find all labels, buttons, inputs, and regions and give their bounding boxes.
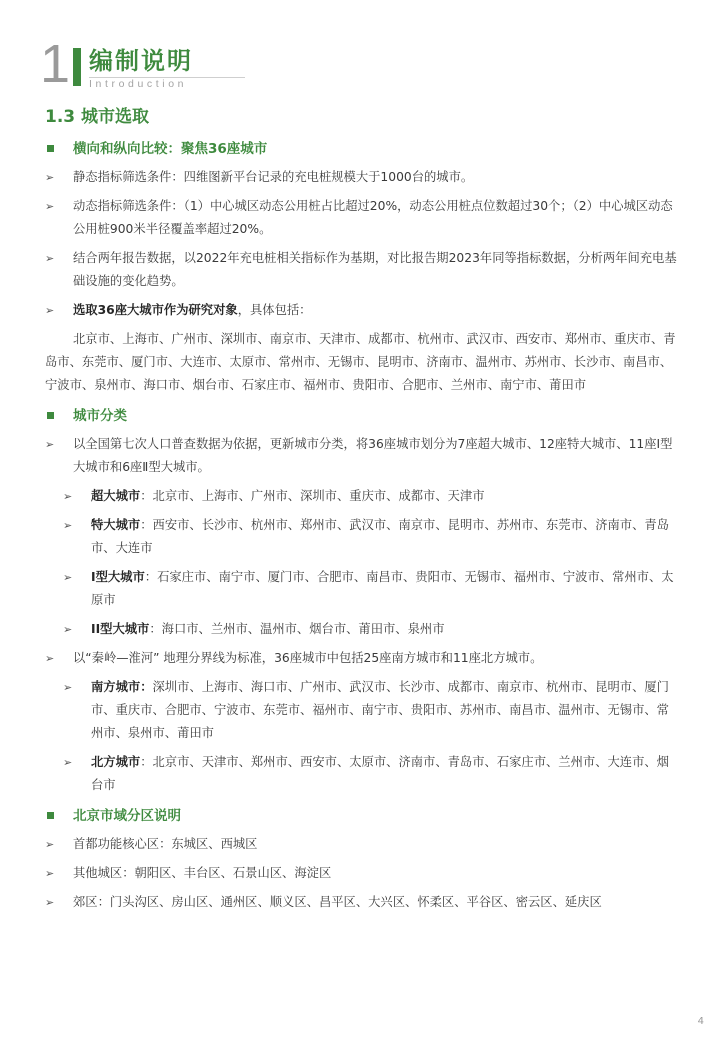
list-item <box>45 647 677 670</box>
region-item <box>45 751 677 797</box>
list-item <box>45 247 677 293</box>
arrow-bullet-icon: ➢ <box>45 867 55 880</box>
list-item-bold: 选取36座大城市作为研究对象 <box>73 303 238 317</box>
arrow-bullet-icon: ➢ <box>63 623 73 636</box>
square-bullet-icon <box>47 145 54 152</box>
chapter-header <box>40 34 340 96</box>
list-item <box>45 891 677 914</box>
arrow-bullet-icon: ➢ <box>63 490 73 503</box>
region-cities: 深圳市、上海市、海口市、广州市、武汉市、长沙市、成都市、南京市、杭州市、昆明市、厦门市、重庆市、合肥市、宁波市、东莞市、福州市、南宁市、贵阳市、苏州市、南昌市、温州市、无锡市、常州市、泉州市、莆田市 <box>91 680 669 740</box>
list-item-text: ，具体包括： <box>237 303 312 317</box>
region-label: 北方城市 <box>91 755 141 769</box>
tier-cities: 石家庄市、南宁市、厦门市、合肥市、南昌市、贵阳市、无锡市、福州市、宁波市、常州市、太原市 <box>91 570 674 607</box>
chapter-subtitle: Introduction <box>89 78 188 90</box>
list-item <box>45 833 677 856</box>
subheading-comparison <box>45 138 677 160</box>
page-number: 4 <box>697 1016 704 1027</box>
list-item <box>45 166 677 189</box>
list-item <box>45 433 677 479</box>
arrow-bullet-icon: ➢ <box>45 304 55 317</box>
list-item-text: 首都功能核心区：东城区、西城区 <box>73 837 258 851</box>
subheading-classification <box>45 405 677 427</box>
subheading-text: 横向和纵向比较：聚焦36座城市 <box>73 141 268 157</box>
list-item <box>45 299 677 322</box>
subheading-text: 城市分类 <box>73 408 127 424</box>
arrow-bullet-icon: ➢ <box>45 838 55 851</box>
tier-sep: ： <box>149 622 162 636</box>
tier-cities: 西安市、长沙市、杭州市、郑州市、武汉市、南京市、昆明市、苏州市、东莞市、济南市、青岛市、大连市 <box>91 518 669 555</box>
arrow-bullet-icon: ➢ <box>45 896 55 909</box>
section-title: 1.3 城市选取 <box>45 107 150 127</box>
list-item-text: 结合两年报告数据，以2022年充电桩相关指标作为基期，对比报告期2023年同等指标数据，分析两年间充电基础设施的变化趋势。 <box>73 251 677 288</box>
tier-item <box>45 618 677 641</box>
subheading-text: 北京市域分区说明 <box>73 808 181 824</box>
arrow-bullet-icon: ➢ <box>63 571 73 584</box>
arrow-bullet-icon: ➢ <box>45 438 55 451</box>
arrow-bullet-icon: ➢ <box>45 252 55 265</box>
chapter-accent-bar <box>73 48 81 86</box>
list-item-text: 以全国第七次人口普查数据为依据，更新城市分类，将36座城市划分为7座超大城市、12座特大城市、11座Ⅰ型大城市和6座Ⅱ型大城市。 <box>73 437 673 474</box>
tier-cities: 北京市、上海市、广州市、深圳市、重庆市、成都市、天津市 <box>152 489 485 503</box>
main-content <box>45 104 677 920</box>
region-item <box>45 676 677 745</box>
arrow-bullet-icon: ➢ <box>63 756 73 769</box>
tier-sep: ： <box>140 489 153 503</box>
subheading-beijing-districts <box>45 805 677 827</box>
city-list-paragraph: 北京市、上海市、广州市、深圳市、南京市、天津市、成都市、杭州市、武汉市、西安市、郑州市、重庆市、青岛市、东莞市、厦门市、大连市、太原市、常州市、无锡市、昆明市、济南市、温州市、苏州市、长沙市、南昌市、宁波市、泉州市、海口市、烟台市、石家庄市、福州市、贵阳市、合肥市、兰州市、南宁市、莆田市 <box>45 332 676 392</box>
tier-item <box>45 566 677 612</box>
tier-item <box>45 514 677 560</box>
arrow-bullet-icon: ➢ <box>45 652 55 665</box>
tier-cities: 海口市、兰州市、温州市、烟台市、莆田市、泉州市 <box>161 622 445 636</box>
arrow-bullet-icon: ➢ <box>45 200 55 213</box>
list-item-text: 以“秦岭—淮河” 地理分界线为标准，36座城市中包括25座南方城市和11座北方城市。 <box>73 651 543 665</box>
square-bullet-icon <box>47 812 54 819</box>
square-bullet-icon <box>47 412 54 419</box>
arrow-bullet-icon: ➢ <box>63 519 73 532</box>
list-item-text: 静态指标筛选条件：四维图新平台记录的充电桩规模大于1000台的城市。 <box>73 170 474 184</box>
region-label: 南方城市： <box>91 680 153 694</box>
tier-sep: ： <box>144 570 158 584</box>
tier-label: 超大城市 <box>91 489 141 503</box>
list-item-text: 其他城区：朝阳区、丰台区、石景山区、海淀区 <box>73 866 332 880</box>
region-cities: ：北京市、天津市、郑州市、西安市、太原市、济南市、青岛市、石家庄市、兰州市、大连市、烟台市 <box>91 755 669 792</box>
tier-label: II型大城市 <box>91 622 150 636</box>
list-item-text: 动态指标筛选条件：（1）中心城区动态公用桩占比超过20%，动态公用桩点位数超过30个；（2）中心城区动态公用桩900米半径覆盖率超过20%。 <box>73 199 673 236</box>
list-item <box>45 195 677 241</box>
arrow-bullet-icon: ➢ <box>63 681 73 694</box>
list-item-text: 郊区：门头沟区、房山区、通州区、顺义区、昌平区、大兴区、怀柔区、平谷区、密云区、延庆区 <box>73 895 602 909</box>
tier-label: 特大城市 <box>91 518 141 532</box>
list-item <box>45 862 677 885</box>
chapter-title: 编制说明 <box>89 47 193 75</box>
arrow-bullet-icon: ➢ <box>45 171 55 184</box>
tier-sep: ： <box>140 518 153 532</box>
tier-label: I型大城市 <box>91 570 145 584</box>
chapter-number: 1 <box>40 34 71 94</box>
tier-item <box>45 485 677 508</box>
